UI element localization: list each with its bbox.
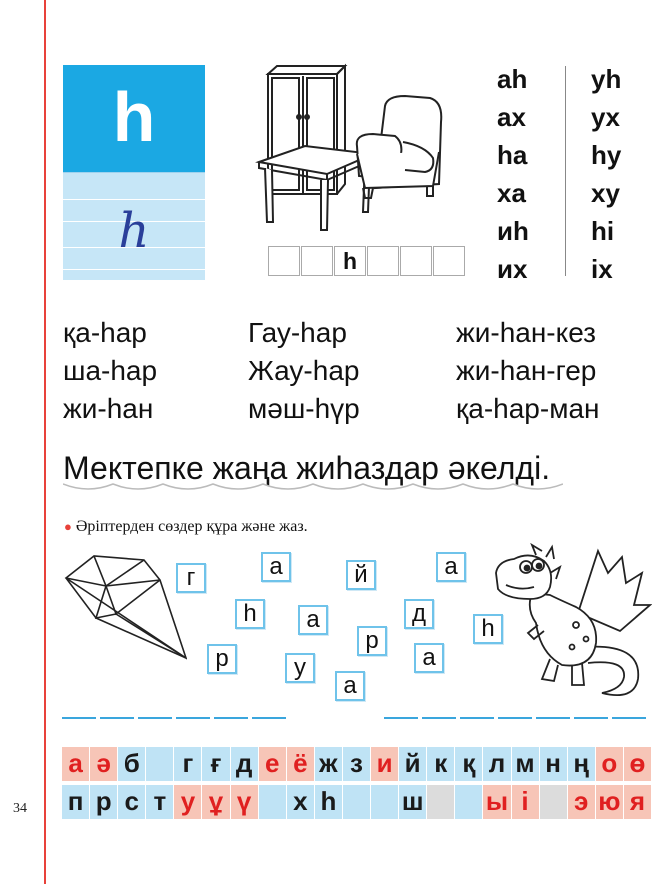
syllables-divider (565, 66, 566, 276)
syllables-right (591, 60, 621, 288)
alphabet-row-1 (62, 747, 652, 781)
alphabet-letter (343, 785, 371, 819)
alphabet-letter: б (118, 747, 146, 781)
alphabet-letter: ғ (202, 747, 230, 781)
word: қа-һар (63, 317, 147, 348)
word: Гау-һар (248, 317, 347, 348)
alphabet-letter: с (118, 785, 146, 819)
alphabet-letter: е (259, 747, 287, 781)
alphabet-letter: ю (596, 785, 624, 819)
alphabet-letter (146, 747, 174, 781)
syllable: yx (591, 102, 620, 132)
task-text: Әріптерден сөздер құра және жаз. (75, 518, 308, 535)
word: жи-һан-гер (456, 355, 597, 386)
alphabet-row-2 (62, 785, 652, 819)
alphabet-letter: ж (315, 747, 343, 781)
alphabet-letter: к (427, 747, 455, 781)
syllable: hy (591, 140, 622, 170)
syllable: ix (591, 254, 613, 284)
dragon-illustration (492, 543, 652, 705)
letter-cell[interactable] (433, 246, 465, 276)
bullet-icon: ● (64, 519, 72, 534)
alphabet-letter: ң (568, 747, 596, 781)
alphabet-letter: н (540, 747, 568, 781)
alphabet-letter: д (231, 747, 259, 781)
syllable: ah (497, 64, 528, 94)
alphabet-letter (540, 785, 568, 819)
alphabet-letter: х (287, 785, 315, 819)
alphabet-letter: ө (624, 747, 652, 781)
alphabet-letter: п (62, 785, 90, 819)
letter-tile[interactable]: а (261, 552, 291, 582)
letter-card (63, 65, 205, 280)
answer-line-right[interactable] (384, 717, 650, 719)
letter-tile[interactable]: а (335, 671, 365, 701)
alphabet-letter: и (371, 747, 399, 781)
alphabet-letter: у (174, 785, 202, 819)
alphabet-letter (455, 785, 483, 819)
furniture-illustration (255, 62, 455, 232)
alphabet-letter (371, 785, 399, 819)
letter-tile[interactable]: а (414, 643, 444, 673)
alphabet-letter (427, 785, 455, 819)
alphabet-letter: о (596, 747, 624, 781)
syllable: xa (497, 178, 526, 208)
syllable: ha (497, 140, 528, 170)
word-column-3 (456, 314, 599, 428)
letter-script: h (118, 203, 150, 259)
letter-tile[interactable]: д (404, 599, 434, 629)
letter-tile[interactable]: а (298, 605, 328, 635)
letter-tile[interactable]: г (176, 563, 206, 593)
alphabet-letter: м (512, 747, 540, 781)
sentence-underline (63, 478, 563, 498)
letter-tile[interactable]: у (285, 653, 315, 683)
letter-print: h (63, 65, 205, 172)
letter-cell[interactable]: h (334, 246, 366, 276)
word-column-2 (248, 314, 360, 428)
alphabet-letter: ү (231, 785, 259, 819)
syllables-left (497, 60, 529, 288)
sentence: Мектепке жаңа жиһаздар әкелді. (63, 450, 551, 486)
syllable: их (497, 254, 528, 284)
alphabet-letter: һ (315, 785, 343, 819)
syllable: ax (497, 102, 526, 132)
alphabet-letter: э (568, 785, 596, 819)
margin-line (44, 0, 46, 884)
alphabet-letter: я (624, 785, 652, 819)
letter-cell[interactable] (268, 246, 300, 276)
syllable: xy (591, 178, 620, 208)
gem-illustration (62, 548, 187, 660)
letter-cells (268, 246, 466, 276)
alphabet-letter: р (90, 785, 118, 819)
letter-cell[interactable] (400, 246, 432, 276)
word-column-1 (63, 314, 157, 428)
alphabet-letter: а (62, 747, 90, 781)
alphabet-letter: і (512, 785, 540, 819)
page-number: 34 (13, 801, 27, 816)
syllable: hi (591, 216, 615, 246)
syllable: иh (497, 216, 529, 246)
letter-script-box (63, 172, 205, 280)
alphabet-letter: ё (287, 747, 315, 781)
letter-tile[interactable]: h (235, 599, 265, 629)
letter-tile[interactable]: р (357, 626, 387, 656)
syllable: yh (591, 64, 622, 94)
task-instruction (64, 518, 308, 536)
letter-tile[interactable]: h (473, 614, 503, 644)
word: ша-һар (63, 355, 158, 386)
alphabet-letter: ш (399, 785, 427, 819)
word: жи-һан-кез (456, 317, 596, 348)
word: Жау-һар (248, 355, 360, 386)
word: қа-һар-ман (456, 393, 600, 424)
letter-cell[interactable] (367, 246, 399, 276)
alphabet-letter (259, 785, 287, 819)
word: жи-һан (63, 393, 154, 424)
letter-tile[interactable]: й (346, 560, 376, 590)
alphabet-letter: ы (483, 785, 511, 819)
alphabet-letter: й (399, 747, 427, 781)
alphabet-letter: г (174, 747, 202, 781)
alphabet-letter: з (343, 747, 371, 781)
word: мәш-һүр (248, 393, 360, 424)
letter-tile[interactable]: р (207, 644, 237, 674)
alphabet-letter: т (146, 785, 174, 819)
alphabet-letter: ұ (202, 785, 230, 819)
letter-tile[interactable]: а (436, 552, 466, 582)
alphabet-letter: қ (455, 747, 483, 781)
alphabet-letter: ә (90, 747, 118, 781)
alphabet-letter: л (483, 747, 511, 781)
letter-cell[interactable] (301, 246, 333, 276)
answer-line-left[interactable] (62, 717, 290, 719)
